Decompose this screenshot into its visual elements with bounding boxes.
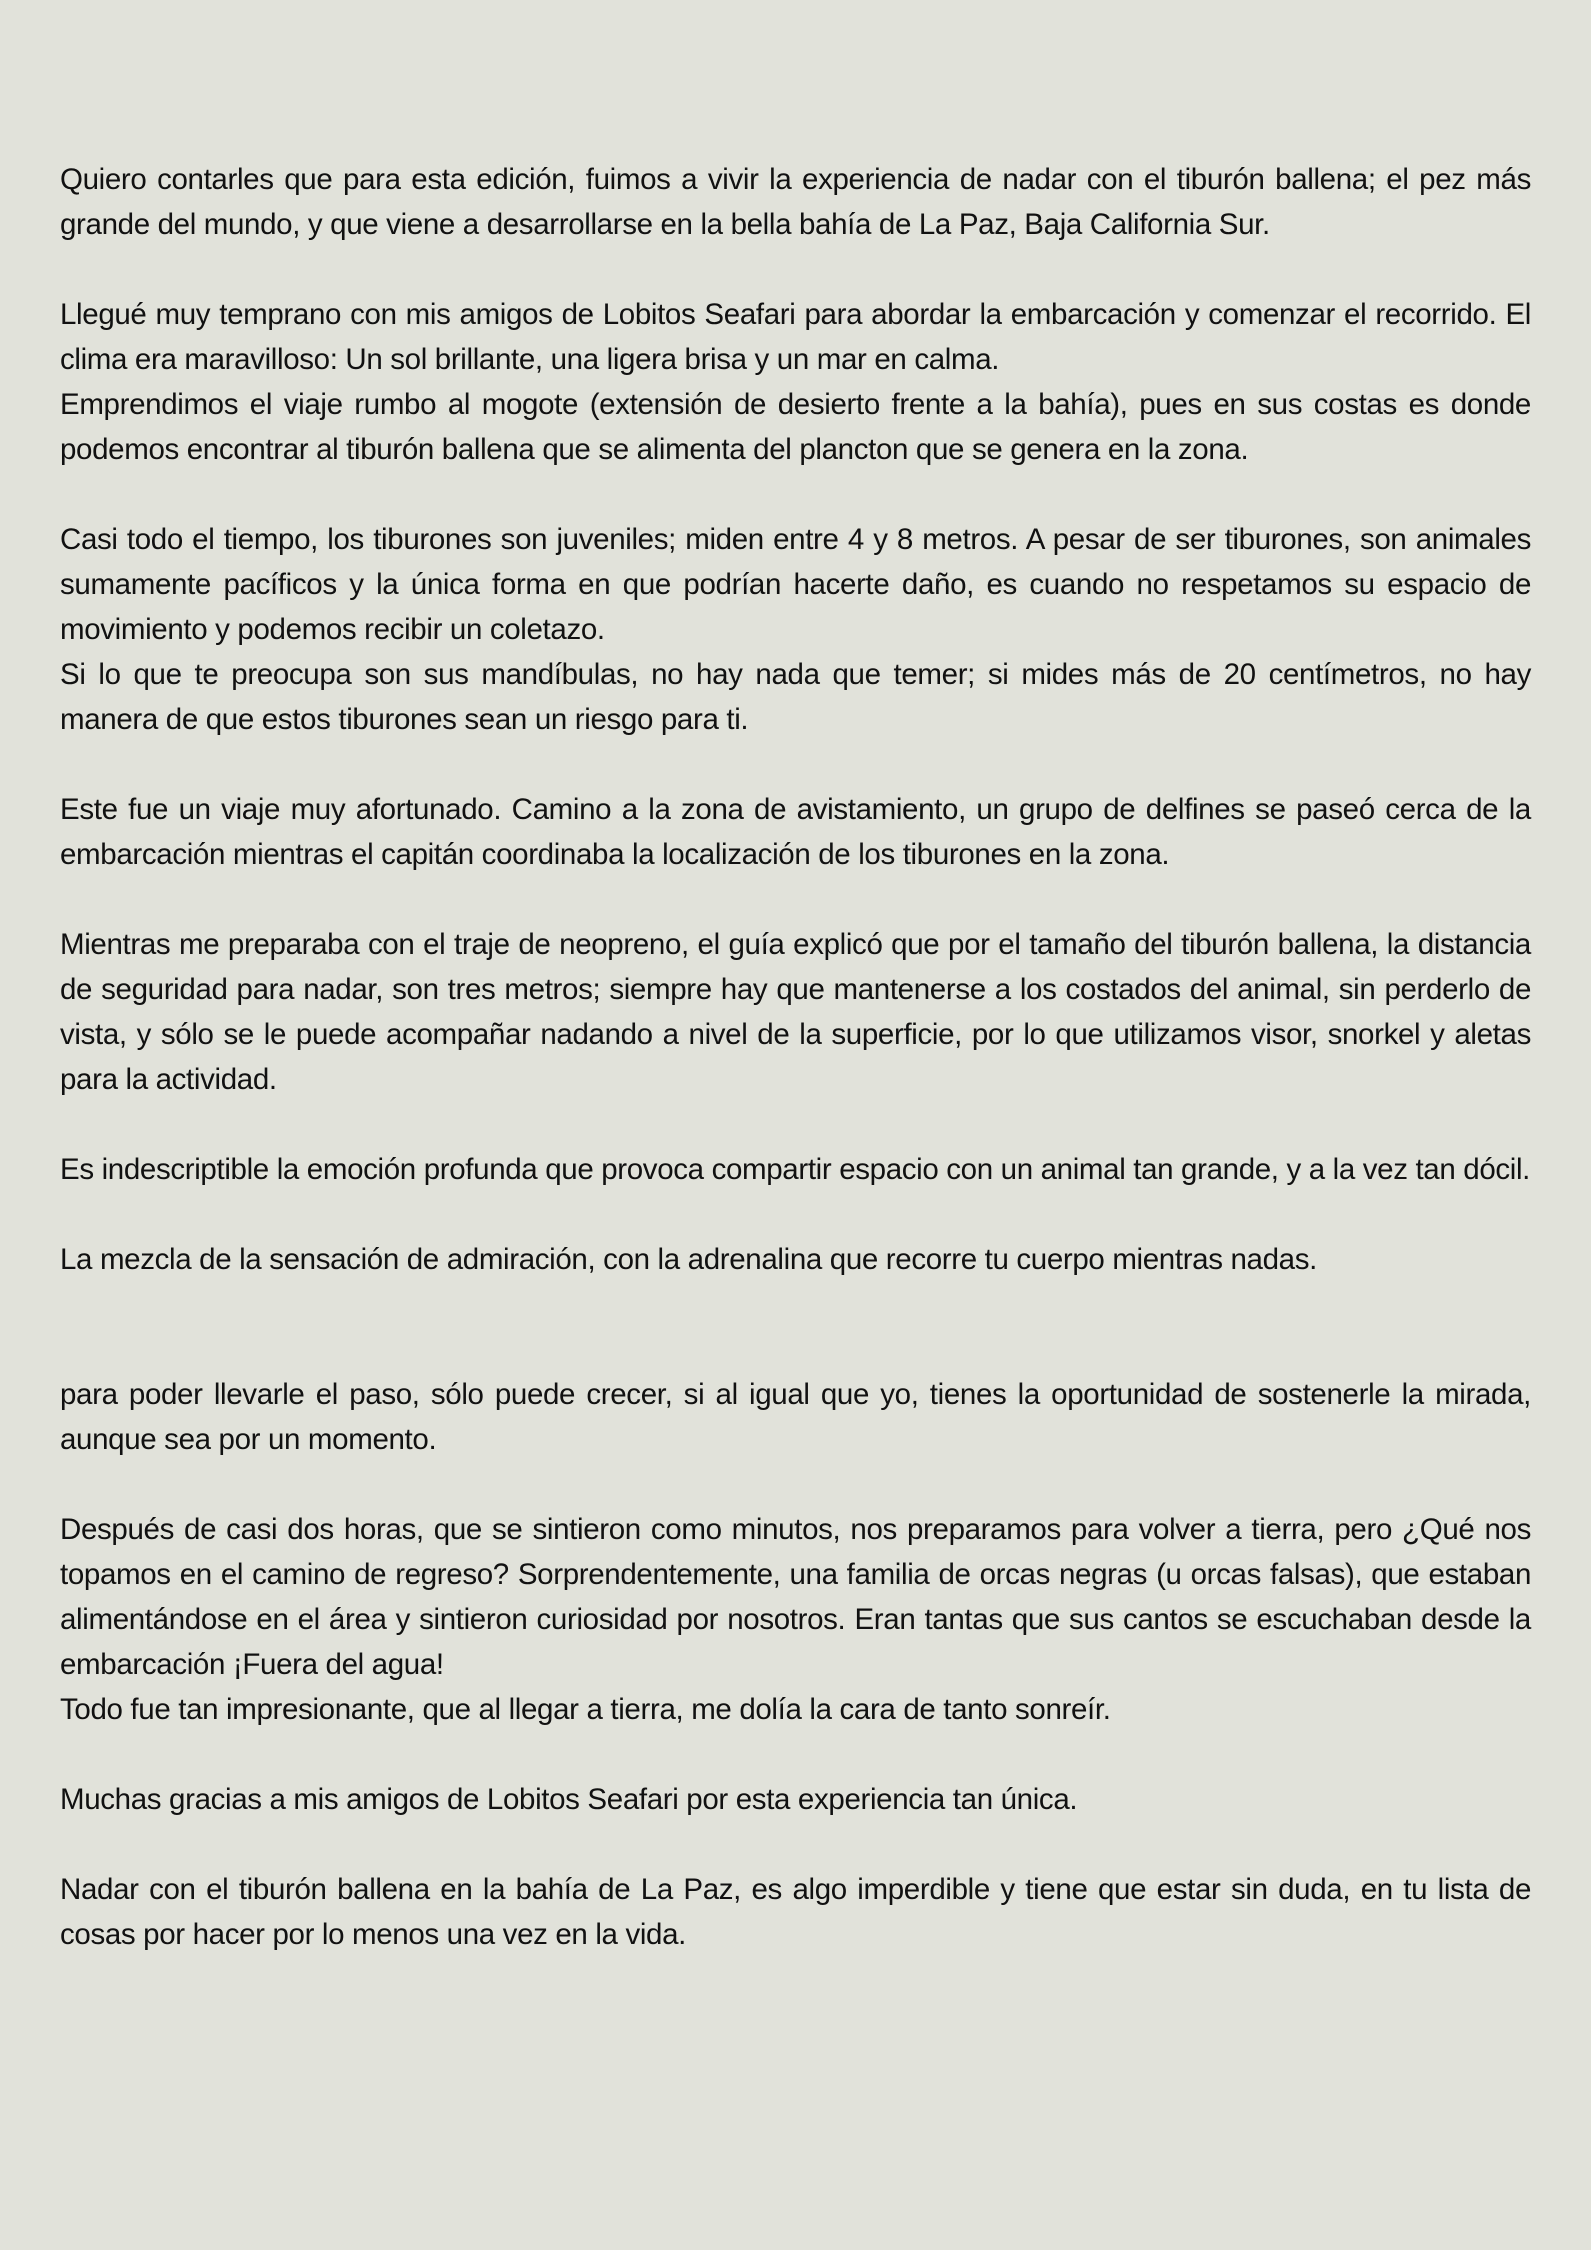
paragraph-line: Si lo que te preocupa son sus mandíbulas, no hay nada que temer; si mides más de 20 centímetros, no hay manera de que estos tiburones sean un riesgo para ti. — [60, 658, 1531, 736]
paragraph-line: Es indescriptible la emoción profunda que provoca compartir espacio con un animal tan grande, y a la vez tan dócil. — [60, 1153, 1531, 1186]
paragraph-line: Llegué muy temprano con mis amigos de Lobitos Seafari para abordar la embarcación y comenzar el recorrido. El clima era maravilloso: Un sol brillante, una ligera brisa y un mar en calma. — [60, 298, 1531, 376]
paragraph-emotion — [60, 1147, 1531, 1192]
paragraph-line: Quiero contarles que para esta edición, fuimos a vivir la experiencia de nadar con el tiburón ballena; el pez más grande del mundo, y que viene a desarrollarse en la bella bahía de La Paz, Baja California Sur. — [60, 163, 1531, 241]
paragraph-keep-pace — [60, 1372, 1531, 1462]
paragraph-line: Casi todo el tiempo, los tiburones son juveniles; miden entre 4 y 8 metros. A pesar de ser tiburones, son animales sumamente pacíficos y la única forma en que podrían hacerte daño, es cuando no respetamos su espacio de movimiento y podemos recibir un coletazo. — [60, 523, 1531, 646]
paragraph-line: La mezcla de la sensación de admiración, con la adrenalina que recorre tu cuerpo mientras nadas. — [60, 1243, 1317, 1276]
paragraph-line: Nadar con el tiburón ballena en la bahía de La Paz, es algo imperdible y tiene que estar sin duda, en tu lista de cosas por hacer por lo menos una vez en la vida. — [60, 1873, 1531, 1951]
paragraph-line: Mientras me preparaba con el traje de neopreno, el guía explicó que por el tamaño del tiburón ballena, la distancia de seguridad para nadar, son tres metros; siempre hay que mantenerse a los costados del animal, sin perderlo de vista, y sólo se le puede acompañar nadando a nivel de la superficie, por lo que utilizamos visor, snorkel y aletas para la actividad. — [60, 928, 1531, 1096]
paragraph-dolphins — [60, 787, 1531, 877]
paragraph-line: Muchas gracias a mis amigos de Lobitos Seafari por esta experiencia tan única. — [60, 1783, 1078, 1816]
paragraph-departure — [60, 292, 1531, 472]
paragraph-line: Todo fue tan impresionante, que al llegar a tierra, me dolía la cara de tanto sonreír. — [60, 1693, 1111, 1726]
paragraph-safety-guide — [60, 922, 1531, 1102]
paragraph-thanks — [60, 1777, 1531, 1822]
paragraph-juvenile-sharks — [60, 517, 1531, 742]
paragraph-line: Emprendimos el viaje rumbo al mogote (extensión de desierto frente a la bahía), pues en sus costas es donde podemos encontrar al tiburón ballena que se alimenta del plancton que se genera en la zona. — [60, 388, 1531, 466]
paragraph-intro — [60, 157, 1531, 247]
paragraph-line: para poder llevarle el paso, sólo puede crecer, si al igual que yo, tienes la oportunidad de sostenerle la mirada, aunque sea por un momento. — [60, 1378, 1531, 1456]
paragraph-line: Después de casi dos horas, que se sintieron como minutos, nos preparamos para volver a tierra, pero ¿Qué nos topamos en el camino de regreso? Sorprendentemente, una familia de orcas negras (u orcas falsas), que estaban alimentándose en el área y sintieron curiosidad por nosotros. Eran tantas que sus cantos se escuchaban desde la embarcación ¡Fuera del agua! — [60, 1513, 1531, 1681]
paragraph-conclusion — [60, 1867, 1531, 1957]
paragraph-admiration — [60, 1237, 1531, 1282]
paragraph-line: Este fue un viaje muy afortunado. Camino a la zona de avistamiento, un grupo de delfines se paseó cerca de la embarcación mientras el capitán coordinaba la localización de los tiburones en la zona. — [60, 793, 1531, 871]
paragraph-orcas — [60, 1507, 1531, 1732]
